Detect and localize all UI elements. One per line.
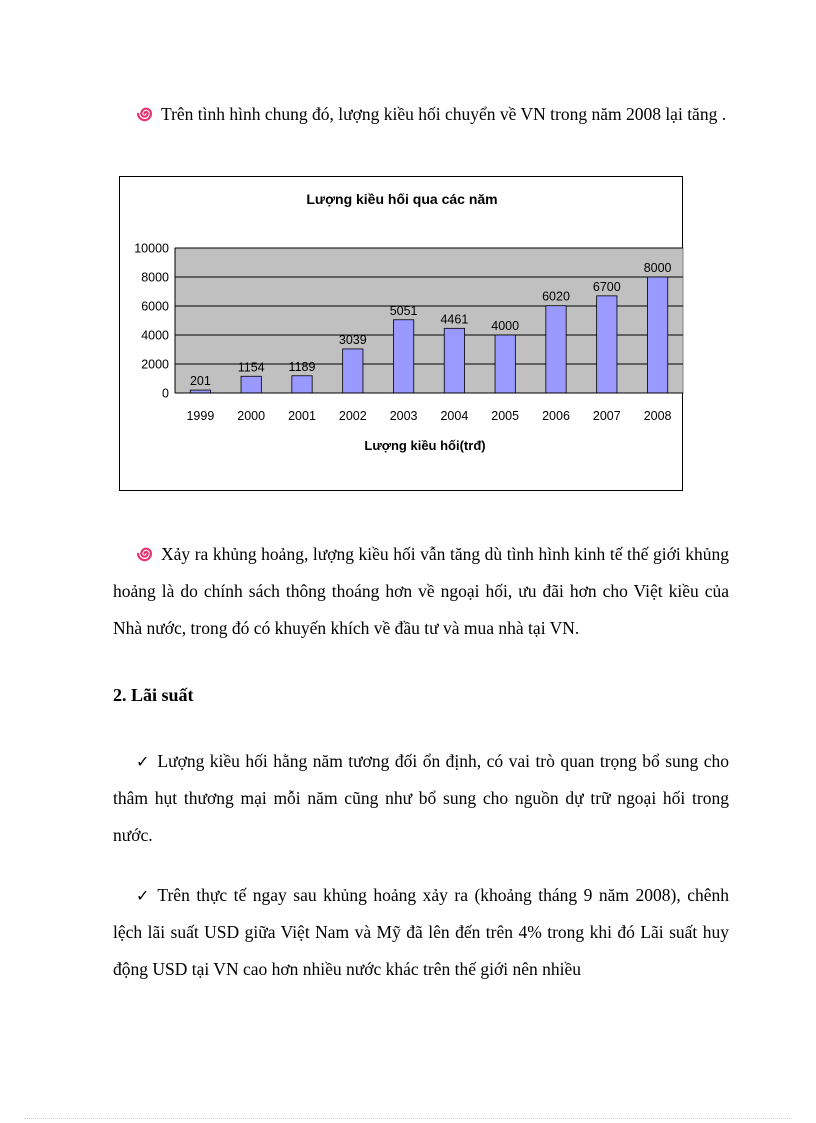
paragraph-intro-text: Trên tình hình chung đó, lượng kiều hối chuyển về VN trong năm 2008 lại tăng . — [161, 104, 727, 124]
x-tick-label: 2005 — [491, 409, 520, 423]
swirl-icon — [136, 538, 153, 555]
y-tick-label: 6000 — [141, 299, 169, 314]
bar-value-label: 1154 — [237, 360, 265, 375]
swirl-icon — [136, 98, 153, 115]
paragraph-crisis — [113, 536, 729, 647]
chart-svg — [120, 177, 684, 492]
bar-2002 — [343, 349, 363, 393]
chart-title: Lượng kiều hối qua các năm — [306, 191, 498, 207]
x-tick-label: 2004 — [440, 409, 469, 423]
bar-value-label: 3039 — [338, 332, 367, 347]
bar-2004 — [444, 328, 464, 393]
paragraph-stability — [113, 743, 729, 854]
paragraph-stability-text: Lượng kiều hối hằng năm tương đối ổn định, có vai trò quan trọng bổ sung cho thâm hụt thương mại mỗi năm cũng như bổ sung cho nguồn dự trữ ngoại hối trong nước. — [113, 751, 729, 845]
bar-2008 — [647, 277, 667, 393]
paragraph-intro — [113, 96, 729, 133]
bar-value-label: 1189 — [288, 359, 316, 374]
check-icon: ✓ — [136, 752, 150, 771]
paragraph-interest-text: Trên thực tế ngay sau khủng hoảng xảy ra (khoảng tháng 9 năm 2008), chênh lệch lãi suất USD giữa Việt Nam và Mỹ đã lên đến trên 4% trong khi đó Lãi suất huy động USD tại VN cao hơn nhiều nước khác trên thế giới nên nhiều — [113, 885, 729, 979]
paragraph-crisis-text: Xảy ra khủng hoảng, lượng kiều hối vẫn tăng dù tình hình kinh tế thế giới khủng hoảng là do chính sách thông thoáng hơn về ngoại hối, ưu đãi hơn cho Việt kiều của Nhà nước, trong đó có khuyến khích về đầu tư và mua nhà tại VN. — [113, 544, 729, 638]
x-tick-label: 2008 — [643, 409, 672, 423]
remittance-chart — [119, 176, 683, 491]
bar-2007 — [597, 296, 617, 393]
x-tick-label: 2006 — [542, 409, 570, 423]
x-axis-label: Lượng kiều hối(trđ) — [364, 438, 486, 453]
x-tick-label: 1999 — [186, 409, 215, 423]
x-tick-label: 2003 — [389, 409, 418, 423]
y-tick-label: 10000 — [134, 241, 169, 256]
bar-value-label: 201 — [189, 374, 211, 389]
bar-value-label: 6020 — [542, 289, 570, 304]
y-tick-label: 0 — [162, 386, 169, 401]
x-tick-label: 2001 — [288, 409, 316, 423]
bar-value-label: 5051 — [389, 303, 418, 318]
page-footer-divider — [24, 1118, 792, 1119]
y-tick-label: 4000 — [141, 328, 169, 343]
paragraph-interest — [113, 877, 729, 988]
section-heading: 2. Lãi suất — [113, 685, 194, 705]
y-tick-label: 8000 — [141, 270, 169, 285]
bar-value-label: 8000 — [643, 261, 672, 275]
bar-value-label: 6700 — [592, 279, 621, 294]
y-tick-label: 2000 — [141, 357, 169, 372]
bar-2006 — [546, 306, 566, 393]
bar-value-label: 4461 — [440, 312, 469, 327]
check-icon: ✓ — [136, 886, 150, 905]
bar-2003 — [393, 320, 413, 393]
bar-2001 — [292, 376, 312, 393]
bar-2000 — [241, 376, 261, 393]
x-tick-label: 2000 — [237, 409, 266, 423]
x-tick-label: 2007 — [592, 409, 621, 423]
bar-2005 — [495, 335, 515, 393]
x-tick-label: 2002 — [338, 409, 367, 423]
bar-value-label: 4000 — [491, 319, 520, 333]
